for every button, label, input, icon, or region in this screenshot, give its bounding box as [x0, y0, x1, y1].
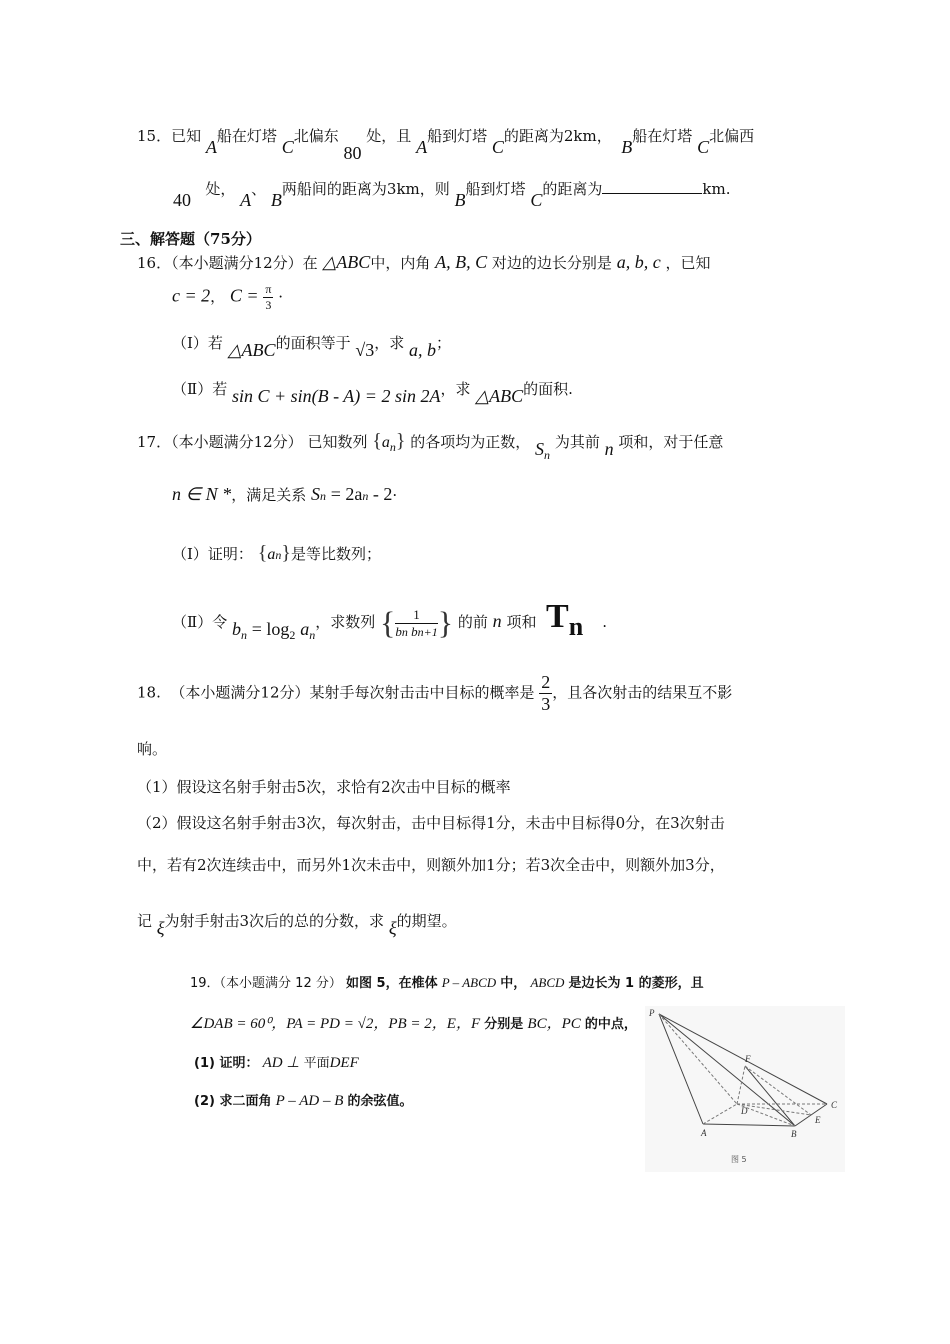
q17-math: n: [544, 448, 551, 462]
math-C: C: [697, 137, 710, 157]
q17-math: b: [411, 623, 418, 639]
q17-math: b: [395, 623, 402, 639]
q17-part1: [172, 542, 381, 565]
q17-math: n: [604, 439, 614, 459]
q18-text: 为射手射击3次后的总的分数，求: [164, 912, 385, 930]
q19-math: P – ABCD: [441, 975, 497, 990]
q15-text: 两船间的距离为3km，则: [281, 180, 450, 198]
math-C: C: [491, 137, 504, 157]
q17-text: 项和，对于任意: [618, 433, 724, 451]
q16-text: （本小题满分12分）在: [171, 254, 318, 272]
q17-text: （Ⅰ）证明：: [172, 545, 253, 563]
q15-text: 已知: [171, 127, 202, 145]
q16-math: √3: [355, 340, 375, 360]
q15-unit: km.: [702, 180, 731, 198]
q19-math: DEF: [329, 1055, 359, 1071]
q16-math: △ABC: [322, 252, 371, 272]
q16-text: ，求: [440, 380, 471, 398]
q17-text: 的前: [457, 613, 488, 631]
q19-text: (1) 证明：: [194, 1056, 259, 1071]
q16-part2: [172, 378, 573, 406]
q19-part1: [194, 1052, 359, 1072]
brace-right: }: [437, 604, 454, 641]
q18-text: ，且各次射击的结果互不影: [552, 683, 733, 702]
q17-math: S: [535, 439, 545, 459]
q17-math: 2: [289, 628, 296, 642]
math-C: C: [530, 190, 543, 210]
q19-text: 平面: [303, 1056, 330, 1071]
q15-text: 、: [251, 180, 267, 198]
q15-text: 北偏东: [293, 127, 339, 145]
q17-text: .: [602, 613, 608, 631]
q16-number: 16．: [137, 254, 172, 272]
brace-right: }: [395, 430, 406, 452]
q17-math: n: [240, 628, 247, 642]
q17-text: 为其前: [554, 433, 600, 451]
q16-line2: c = 2， C = $\frac{\pi}{3}$ ·: [172, 282, 283, 312]
q16-text: （Ⅱ）若: [172, 380, 228, 398]
q17-text: 的各项均为正数，: [410, 433, 531, 451]
q17-text: ·: [392, 486, 398, 504]
math-A: A: [205, 137, 217, 157]
q18-number: 18.: [137, 683, 161, 702]
q17-line1: [137, 430, 724, 462]
q17-math: = log: [251, 619, 290, 639]
q18-part1: （1）假设这名射手射击5次，求恰有2次击中目标的概率: [137, 778, 511, 796]
q18-part2c: [137, 910, 457, 938]
q15-text: 船到灯塔: [427, 127, 488, 145]
q19-text: (2) 求二面角: [194, 1094, 272, 1109]
q19-math: AD ⊥: [262, 1055, 300, 1071]
q16-math: △ABC: [475, 386, 524, 406]
fraction-denominator: 3: [265, 298, 272, 312]
fraction-denominator: [395, 624, 437, 640]
q17-math: n+1: [417, 624, 438, 639]
math-B: B: [270, 190, 282, 210]
q17-math: = 2a: [330, 484, 363, 504]
q19-text: 如图 5，在椎体: [346, 976, 438, 991]
q16-text: （Ⅰ）若: [172, 334, 223, 352]
q19-text: 分别是: [484, 1017, 524, 1032]
q17-math: T: [546, 598, 569, 635]
fraction-numerator: 2: [541, 672, 551, 692]
math-C: C: [281, 137, 294, 157]
q17-part2: [172, 598, 607, 642]
q17-math: a: [300, 619, 310, 639]
q18-part2b: 中，若有2次连续击中，而另外1次未击中，则额外加1分；若3次全击中，则额外加3分，: [137, 856, 725, 874]
q17-text: 是等比数列；: [290, 545, 381, 563]
q18-line2: 响。: [137, 740, 168, 758]
brace-left: {: [380, 604, 396, 641]
math-B: B: [621, 137, 633, 157]
q19-text: 的余弦值。: [347, 1094, 413, 1109]
q15-text: 船到灯塔: [465, 180, 526, 198]
q17-math: - 2: [368, 484, 393, 504]
label-D: D: [741, 1106, 748, 1116]
q19-text: 是边长为 1 的菱形，且: [568, 976, 704, 991]
q16-text: ；: [436, 334, 452, 352]
q16-text: ·: [278, 287, 283, 306]
q18-line1: [137, 672, 732, 715]
q15-number: 15．: [137, 127, 172, 145]
q17-math: n: [568, 612, 584, 641]
q17-math: n: [389, 440, 396, 454]
q15-text: 的距离为2km，: [503, 127, 612, 145]
q17-text: （Ⅱ）令: [172, 613, 228, 631]
figure-background: [645, 1006, 845, 1172]
q17-math: n: [275, 548, 282, 562]
q16-math: A, B, C: [435, 252, 488, 272]
q18-text: 的期望。: [396, 912, 457, 930]
q19-line2: [190, 1012, 637, 1033]
q18-part2a: （2）假设这名射手射击3次，每次射击，击中目标得1分，未击中目标得0分，在3次射击: [137, 814, 725, 832]
math-A: A: [416, 137, 428, 157]
q18-text: （本小题满分12分）某射手每次射击击中目标的概率是: [170, 683, 535, 702]
q15-text: 船在灯塔: [632, 127, 693, 145]
math-xi: ξ: [388, 918, 397, 938]
q15-text: 的距离为: [542, 180, 603, 198]
q19-math: P – AD – B: [275, 1093, 344, 1109]
answer-blank: [602, 179, 702, 194]
fraction-denominator: 3: [541, 694, 551, 714]
q19-part2: [194, 1090, 413, 1110]
figure-caption: 图 5: [731, 1155, 747, 1164]
pyramid-figure: [645, 1006, 845, 1172]
math-40: 40: [173, 190, 191, 210]
q16-math: sin C + sin(B - A) = 2 sin 2A: [231, 386, 441, 406]
q17-math: n: [492, 611, 502, 631]
q16-part1: [172, 332, 452, 360]
fraction-2-3: [539, 672, 552, 715]
q15-line2: [173, 178, 731, 210]
q17-math: b: [231, 619, 241, 639]
fraction-pi-3: [263, 282, 273, 313]
q17-text: ，求数列: [315, 613, 376, 631]
math-A: A: [240, 190, 252, 210]
q16-math: △ABC: [227, 340, 276, 360]
q17-text: （本小题满分12分） 已知数列: [171, 433, 368, 451]
q15-line1: [137, 125, 755, 163]
q19-text: 的中点，: [584, 1017, 637, 1032]
fraction-numerator: 1: [395, 607, 437, 624]
q16-math: a, b: [409, 340, 437, 360]
q17-text: ，满足关系: [231, 486, 307, 504]
math-B: B: [454, 190, 466, 210]
q17-math: a: [381, 434, 390, 451]
q17-math: S: [310, 484, 320, 504]
q17-math: n: [309, 628, 316, 642]
q15-text: 处，: [205, 180, 236, 198]
q17-number: 17．: [137, 433, 172, 451]
q16-math: C =: [229, 285, 259, 306]
math-80: 80: [343, 143, 362, 163]
q15-text: 北偏西: [709, 127, 755, 145]
label-C: C: [831, 1100, 838, 1110]
fraction-numerator: π: [265, 282, 272, 296]
brace-right: }: [281, 542, 291, 564]
q16-text: 对边的边长分别是: [491, 254, 612, 272]
section-heading: 三、解答题（75分）: [120, 230, 261, 248]
brace-left: {: [372, 430, 382, 452]
q16-text: ，已知: [665, 254, 711, 272]
q19-math: ABCD: [530, 975, 565, 990]
brace-left: {: [257, 542, 268, 564]
q19-number: 19．: [190, 976, 220, 991]
label-B: B: [791, 1129, 797, 1139]
q16-line1: [137, 252, 710, 273]
q16-text: ，求: [374, 334, 405, 352]
q17-math: n: [362, 489, 369, 503]
q17-math: n ∈ N *: [172, 484, 232, 504]
q17-math: a: [267, 546, 276, 563]
q16-text: 中，内角: [370, 254, 431, 272]
q15-text: 处，且: [366, 127, 412, 145]
fraction-1-bnbn1: [395, 607, 437, 640]
math-xi: ξ: [156, 918, 165, 938]
q17-math: n: [401, 624, 408, 639]
label-E: E: [815, 1115, 821, 1125]
q17-math: n: [319, 489, 326, 503]
label-A: A: [701, 1128, 707, 1138]
label-P: P: [649, 1008, 655, 1018]
q16-text: 的面积等于: [275, 334, 351, 352]
q17-text: 项和: [506, 613, 537, 631]
q19-math: BC，PC: [527, 1016, 581, 1032]
q16-math: c = 2: [172, 285, 211, 306]
q19-math: ∠DAB = 60⁰，PA = PD = √2，PB = 2，E，F: [190, 1016, 481, 1032]
q17-line2: [172, 484, 397, 505]
label-F: F: [745, 1054, 751, 1064]
q19-line1: [190, 972, 704, 991]
q16-text: 的面积.: [523, 380, 573, 398]
q18-text: 记: [137, 912, 153, 930]
q19-text: 中，: [500, 976, 527, 991]
q16-math: a, b, c: [616, 252, 661, 272]
q15-text: 船在灯塔: [216, 127, 277, 145]
q19-text: （本小题满分 12 分）: [219, 976, 342, 991]
